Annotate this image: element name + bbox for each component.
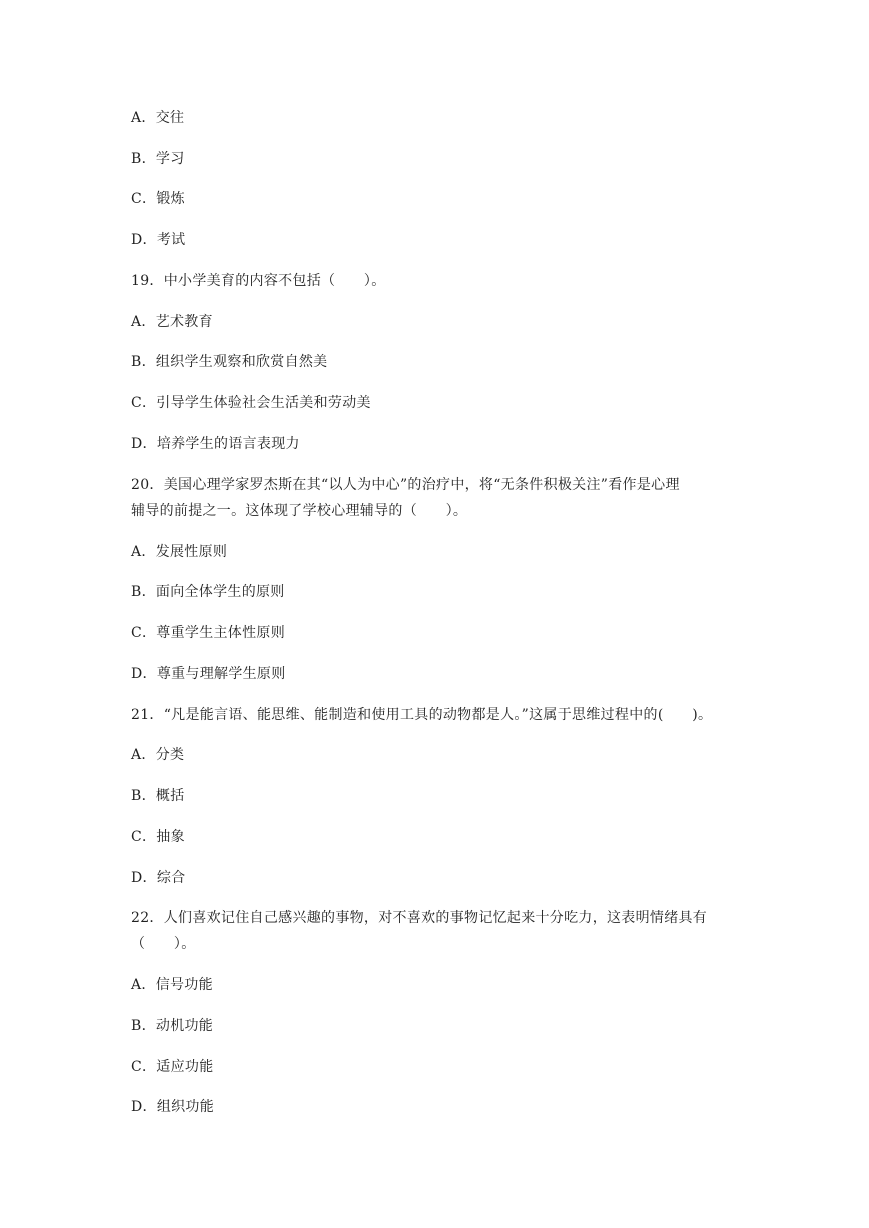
q22-option-c: C．适应功能 [131,1059,214,1075]
q19-option-a: A．艺术教育 [131,314,213,330]
q22-option-b: B．动机功能 [131,1018,214,1034]
q19-option-c: C．引导学生体验社会生活美和劳动美 [131,395,371,411]
q19-option-b: B．组织学生观察和欣赏自然美 [131,354,328,370]
q21-option-b: B．概括 [131,788,185,804]
q19-option-d: D．培养学生的语言表现力 [131,436,300,452]
q22-stem-line2: （ ）。 [131,936,196,952]
q21-option-a: A．分类 [131,747,185,763]
q21-stem: 21．“凡是能言语、能思维、能制造和使用工具的动物都是人。”这属于思维过程中的( )。 [131,707,713,723]
q22-option-a: A．信号功能 [131,977,213,993]
q18-option-b: B．学习 [131,151,185,167]
q18-option-d: D．考试 [131,232,186,248]
q20-option-a: A．发展性原则 [131,544,228,560]
q21-option-c: C．抽象 [131,829,185,845]
q22-stem-line1: 22．人们喜欢记住自己感兴趣的事物，对不喜欢的事物记忆起来十分吃力，这表明情绪具有 [131,910,708,926]
q20-option-b: B．面向全体学生的原则 [131,584,285,600]
q20-option-d: D．尊重与理解学生原则 [131,666,286,682]
q22-option-d: D．组织功能 [131,1099,215,1115]
q20-stem-line2: 辅导的前提之一。这体现了学校心理辅导的（ ）。 [131,503,468,519]
q20-stem-line1: 20．美国心理学家罗杰斯在其“以人为中心”的治疗中，将“无条件积极关注”看作是心理 [131,477,680,493]
q18-option-c: C．锻炼 [131,191,185,207]
q19-stem: 19．中小学美育的内容不包括（ ）。 [131,273,386,289]
q21-option-d: D．综合 [131,870,186,886]
q18-option-a: A．交往 [131,110,185,126]
q20-option-c: C．尊重学生主体性原则 [131,625,286,641]
